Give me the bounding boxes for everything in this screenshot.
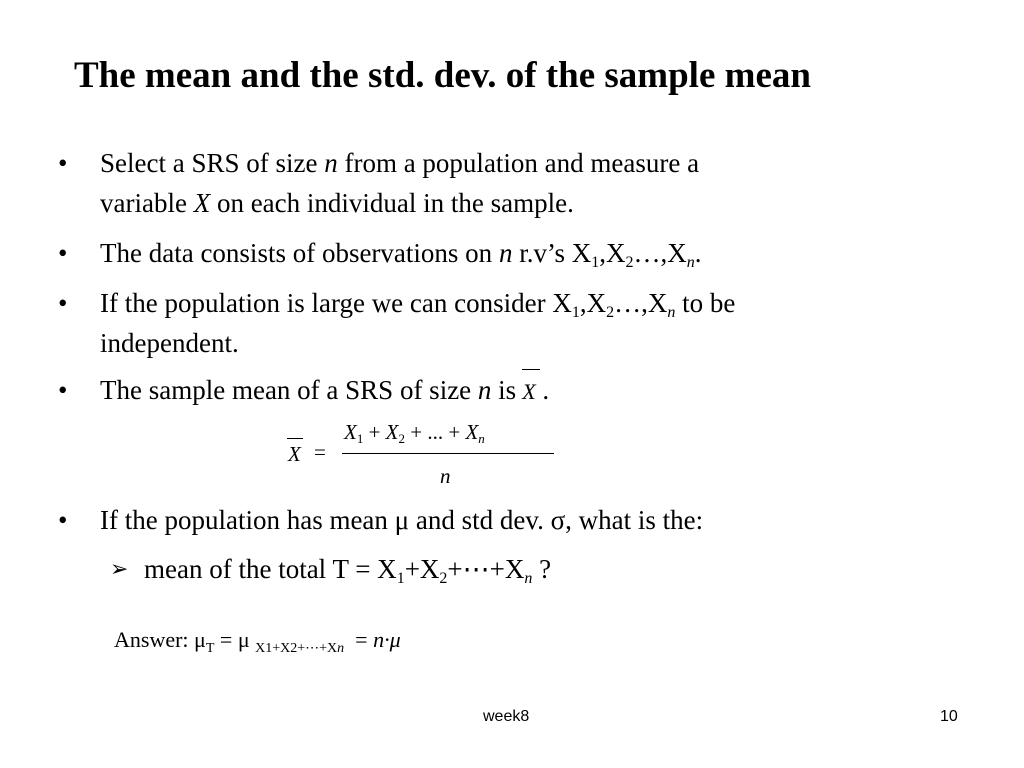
bullet-text: If the population is large we can consider $X_1,X_2\dots,X_n$ to be independent. (100, 288, 736, 358)
sample-mean-formula (284, 420, 564, 495)
formula-denominator: n (440, 464, 451, 488)
formula-equals: = (314, 440, 326, 464)
bullet-dot: • (58, 148, 68, 178)
x-bar-symbol: X (522, 372, 535, 412)
sub-bullet-1: ➢ mean of the total $T = X_1+X_2+\cdots+X_n$ ? (110, 549, 551, 590)
formula-numerator: $X_1 + X_2$ + ... + $X_n$ (344, 420, 485, 446)
formula-lhs: X (288, 442, 301, 466)
answer-line: Answer: $\mu_T = \mu$ $_{X1+X2+\cdots+Xn}$ = n·μ (114, 627, 401, 656)
bullet-text: The data consists of observations on n r.v’s $X_1,X_2\dots,X_n$. (100, 238, 702, 271)
footer-week: week8 (483, 708, 530, 725)
slide-title: The mean and the std. dev. of the sample mean (74, 55, 811, 96)
bullet-dot: • (58, 288, 68, 318)
bullet-dot: • (58, 238, 68, 268)
fraction-line (342, 453, 554, 454)
slide-number: 10 (940, 708, 958, 725)
bullet-dot: • (58, 505, 68, 535)
bullet-text: Select a SRS of size n from a population and measure a variable X on each individual in the sample. (100, 148, 700, 218)
bullet-text: If the population has mean μ and std dev. σ, what is the: (100, 505, 704, 535)
bullet-dot: • (58, 375, 68, 405)
x-bar-overline (287, 438, 303, 439)
bullet-text: The sample mean of a SRS of size n is X . (100, 370, 930, 412)
arrow-bullet-icon: ➢ (110, 557, 129, 582)
